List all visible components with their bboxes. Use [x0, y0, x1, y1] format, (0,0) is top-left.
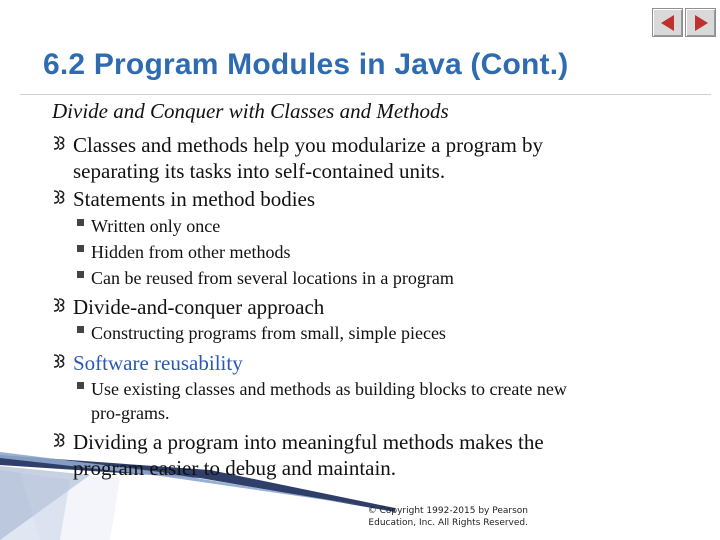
curl-bullet-icon — [52, 189, 66, 205]
section-subheading: Divide and Conquer with Classes and Methods — [52, 99, 449, 123]
bullet-text: Statements in method bodies — [73, 187, 316, 211]
bullet-text: program easier to debug and maintain. — [73, 456, 397, 480]
bullet-text: Dividing a program into meaningful methods makes the — [73, 430, 544, 454]
curl-bullet-icon — [52, 432, 66, 448]
bullet-text: Divide-and-conquer approach — [73, 295, 325, 319]
sub-bullet-text: Hidden from other methods — [91, 242, 291, 262]
sub-bullet-text: Constructing programs from small, simple pieces — [91, 323, 446, 343]
bullet-text-highlighted: Software reusability — [73, 351, 243, 375]
curl-bullet-icon — [52, 297, 66, 313]
next-slide-button[interactable] — [685, 8, 716, 37]
copyright-notice — [338, 505, 528, 529]
curl-bullet-icon — [52, 353, 66, 369]
square-bullet-icon — [76, 218, 85, 227]
square-bullet-icon — [76, 325, 85, 334]
previous-slide-icon — [659, 14, 677, 32]
copyright-line: Education, Inc. All Rights Reserved. — [368, 518, 528, 528]
next-slide-icon — [692, 14, 710, 32]
bullet-text: Classes and methods help you modularize a program by — [73, 133, 544, 157]
slide-title: 6.2 Program Modules in Java (Cont.) — [43, 48, 569, 81]
previous-slide-button[interactable] — [652, 8, 683, 37]
square-bullet-icon — [76, 270, 85, 279]
square-bullet-icon — [76, 244, 85, 253]
square-bullet-icon — [76, 381, 85, 390]
slide-navigation — [652, 8, 716, 37]
curl-bullet-icon — [52, 135, 66, 151]
copyright-line: © Copyright 1992-2015 by Pearson — [367, 506, 528, 516]
sub-bullet-text: Can be reused from several locations in a program — [91, 268, 454, 288]
sub-bullet-text: Written only once — [91, 216, 221, 236]
title-divider — [20, 94, 711, 95]
sub-bullet-text: Use existing classes and methods as building blocks to create new — [91, 379, 567, 399]
sub-bullet-text: pro-grams. — [91, 403, 170, 423]
bullet-text: separating its tasks into self-contained units. — [73, 159, 446, 183]
